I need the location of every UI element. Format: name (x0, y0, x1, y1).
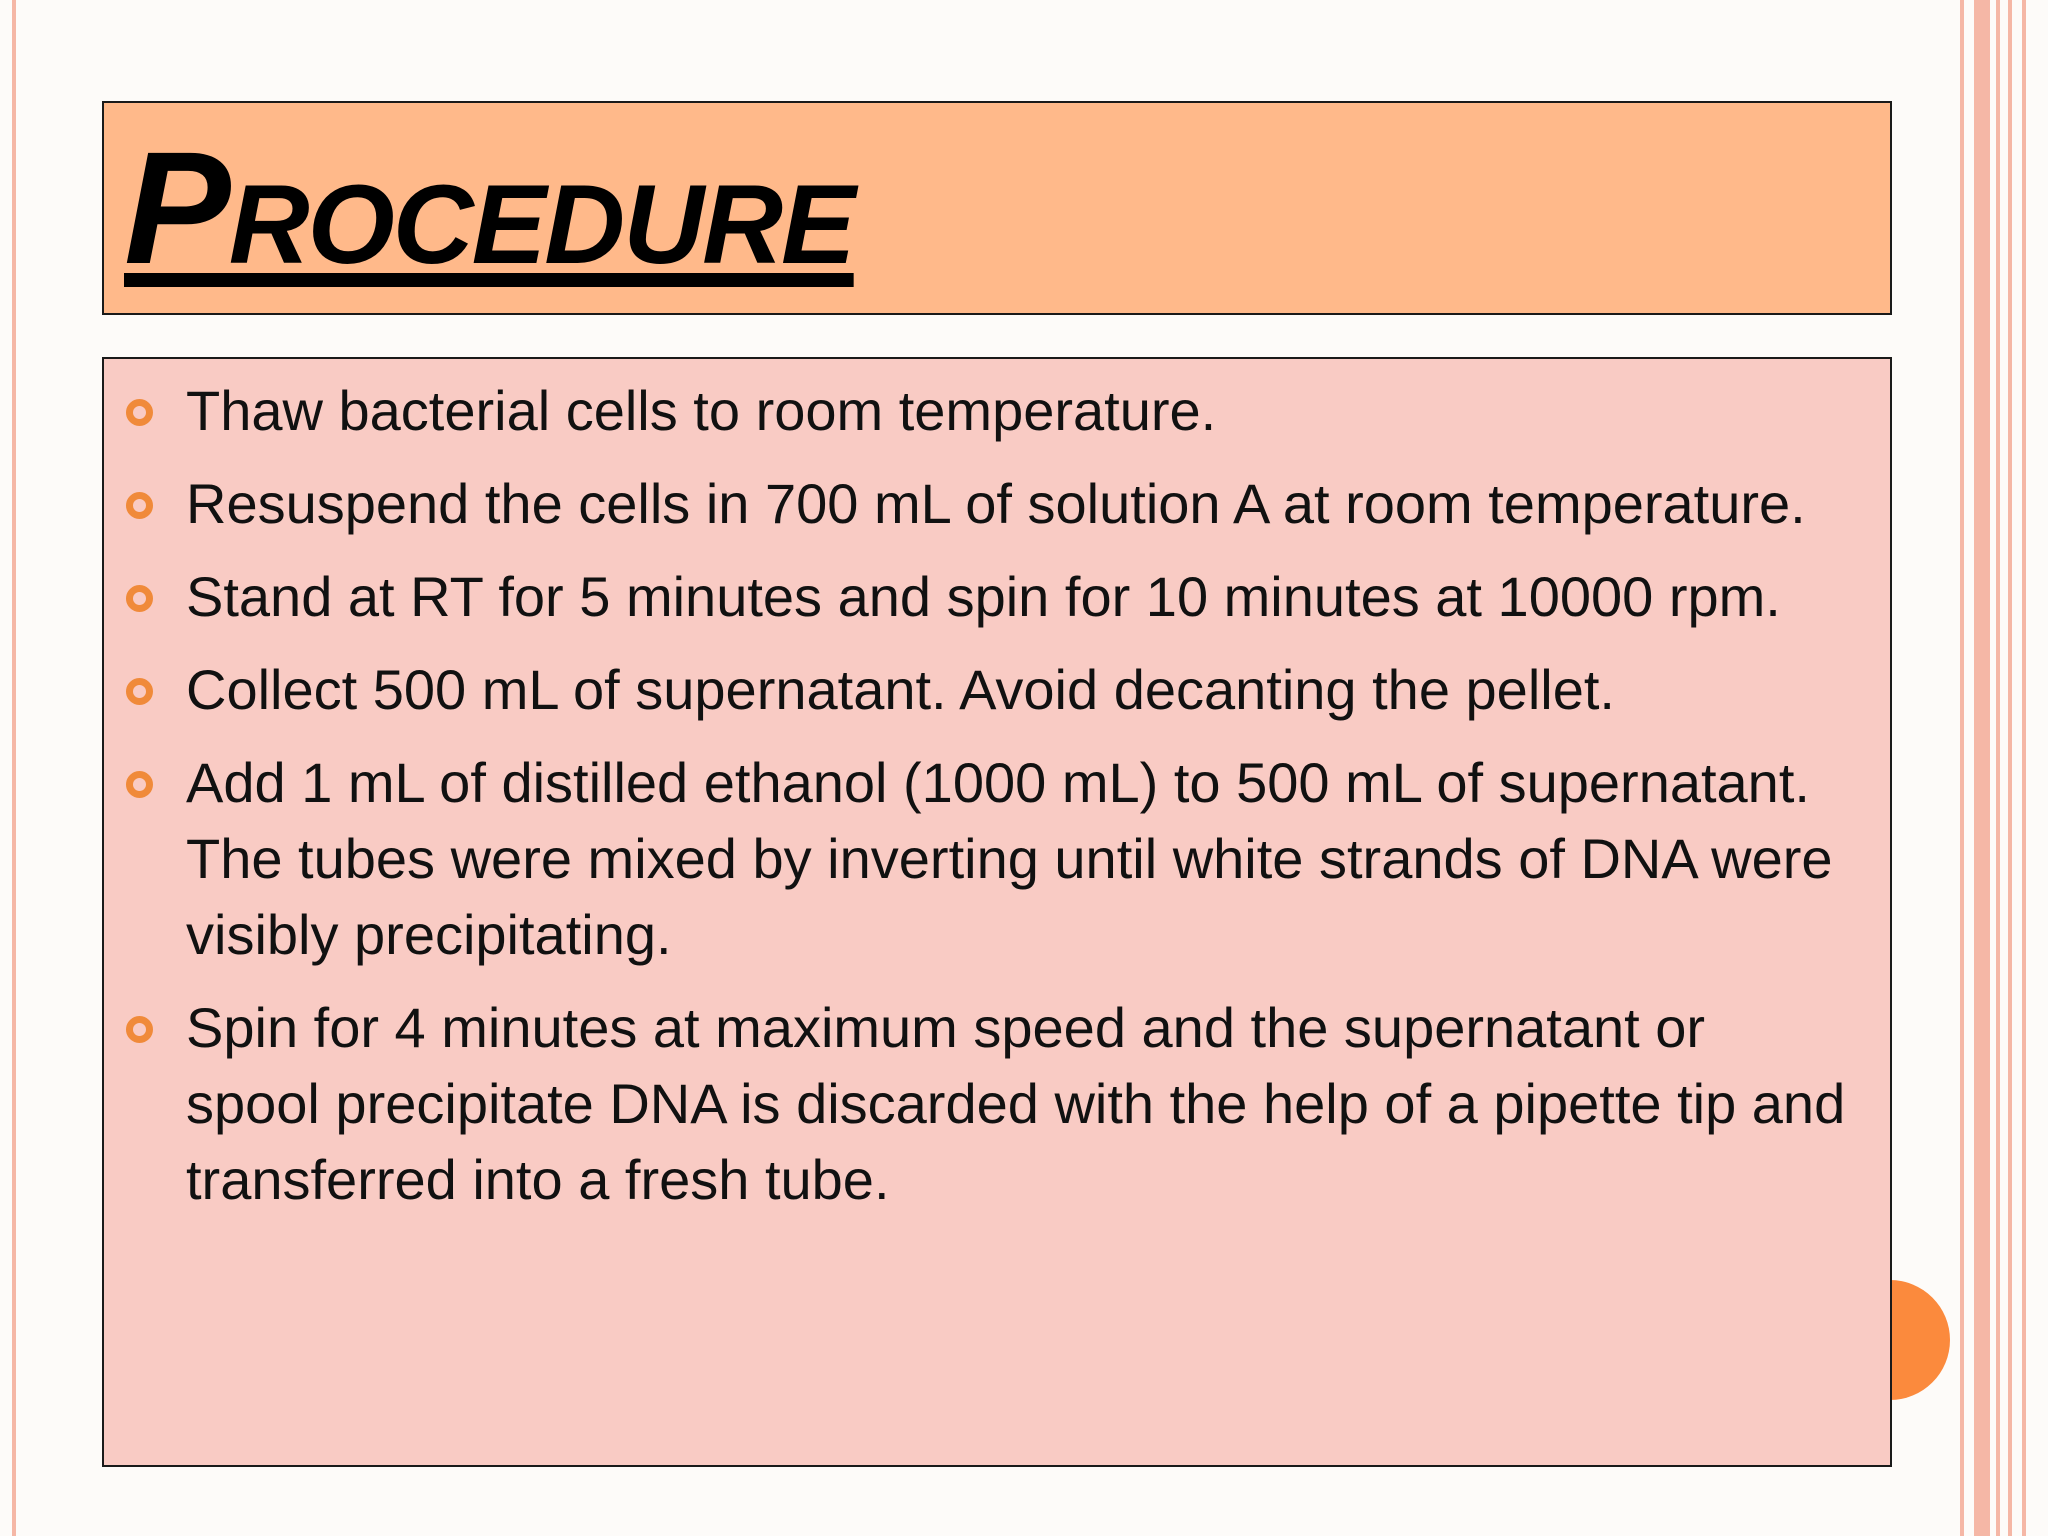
bullet-item (104, 745, 1894, 973)
bullet-icon (126, 771, 153, 798)
bullet-icon (126, 492, 153, 519)
right-border-line-4 (2008, 0, 2012, 1536)
left-border-line (12, 0, 16, 1536)
accent-circle (1888, 1280, 1950, 1400)
bullet-item (104, 990, 1894, 1218)
slide-title: Procedure (124, 118, 854, 297)
bullet-text: Stand at RT for 5 minutes and spin for 10 minutes at 10000 rpm. (186, 565, 1781, 628)
bullet-icon (126, 678, 153, 705)
right-border-line-2 (1974, 0, 1990, 1536)
bullet-text: Resuspend the cells in 700 mL of solution A at room temperature. (186, 472, 1806, 535)
bullet-text: Collect 500 mL of supernatant. Avoid decanting the pellet. (186, 658, 1615, 721)
bullet-text: Add 1 mL of distilled ethanol (1000 mL) to 500 mL of supernatant. The tubes were mixed by inverting until white strands of DNA were visibly precipitating. (186, 751, 1833, 966)
bullet-text: Spin for 4 minutes at maximum speed and the supernatant or spool precipitate DNA is discarded with the help of a pipette tip and transferred into a fresh tube. (186, 996, 1846, 1211)
bullet-item (104, 559, 1894, 635)
content-box (102, 357, 1892, 1467)
bullet-icon (126, 585, 153, 612)
right-border-line-3 (1996, 0, 2000, 1536)
bullet-icon (126, 1016, 153, 1043)
right-border-line-1 (1960, 0, 1964, 1536)
right-border-line-5 (2022, 0, 2026, 1536)
bullet-text: Thaw bacterial cells to room temperature. (186, 379, 1217, 442)
bullet-item (104, 373, 1894, 449)
bullet-item (104, 652, 1894, 728)
bullet-icon (126, 399, 153, 426)
bullet-item (104, 466, 1894, 542)
bullet-list (104, 373, 1894, 1235)
